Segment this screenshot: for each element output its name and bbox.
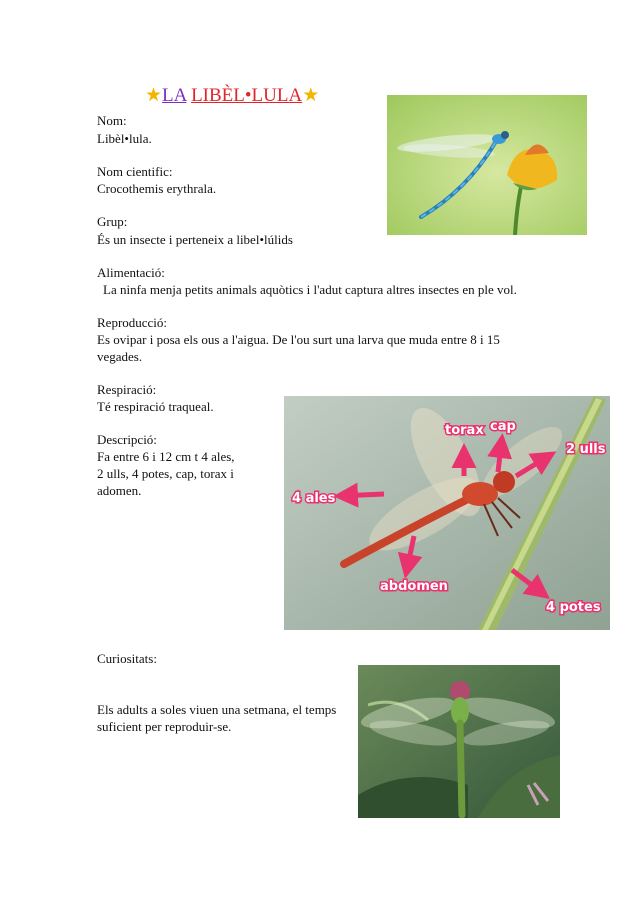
curiositats-label: Curiositats: bbox=[97, 651, 157, 666]
respiracio-label: Respiració: bbox=[97, 382, 157, 397]
label-ales: 4 ales bbox=[292, 491, 336, 506]
blue-damselfly-photo bbox=[387, 95, 587, 235]
respiracio-text: Té respiració traqueal. bbox=[97, 399, 214, 414]
descripcio-text-line3: adomen. bbox=[97, 483, 142, 498]
descripcio-text-line2: 2 ulls, 4 potes, cap, torax i bbox=[97, 466, 234, 481]
nom-text: Libèl•lula. bbox=[97, 131, 152, 146]
alimentacio-label: Alimentació: bbox=[97, 265, 165, 280]
star-icon: ★ bbox=[302, 85, 320, 106]
page-title bbox=[145, 84, 319, 107]
label-ulls: 2 ulls bbox=[566, 442, 606, 457]
curiositats-text-line1: Els adults a soles viuen una setmana, el temps bbox=[97, 702, 337, 717]
grup-label: Grup: bbox=[97, 214, 128, 229]
title-word-la: LA bbox=[162, 85, 187, 106]
reproduccio-label: Reproducció: bbox=[97, 315, 168, 330]
nom-label: Nom: bbox=[97, 113, 127, 128]
reproduccio-text-line1: Es ovipar i posa els ous a l'aigua. De l'ou surt una larva que muda entre 8 i 15 bbox=[97, 332, 500, 347]
label-torax: torax bbox=[445, 423, 484, 438]
label-potes: 4 potes bbox=[546, 600, 601, 615]
dragonfly-diagram-photo bbox=[284, 396, 610, 630]
label-cap: cap bbox=[490, 419, 516, 434]
descripcio-label: Descripció: bbox=[97, 432, 157, 447]
nom-cientific-label: Nom cientific: bbox=[97, 164, 173, 179]
star-icon: ★ bbox=[145, 85, 163, 106]
curiositats-text-line2: suficient per reproduir-se. bbox=[97, 719, 232, 734]
descripcio-text-line1: Fa entre 6 i 12 cm t 4 ales, bbox=[97, 449, 235, 464]
green-dragonfly-photo bbox=[358, 665, 560, 818]
alimentacio-text: La ninfa menja petits animals aquòtics i l'adut captura altres insectes en ple vol. bbox=[103, 282, 517, 297]
title-word-libellula: LIBÈL•LULA bbox=[191, 85, 303, 106]
nom-cientific-text: Crocothemis erythrala. bbox=[97, 181, 217, 196]
grup-text: És un insecte i perteneix a libel•lúlids bbox=[97, 232, 293, 247]
reproduccio-text-line2: vegades. bbox=[97, 349, 143, 364]
label-abdomen: abdomen bbox=[380, 579, 448, 594]
